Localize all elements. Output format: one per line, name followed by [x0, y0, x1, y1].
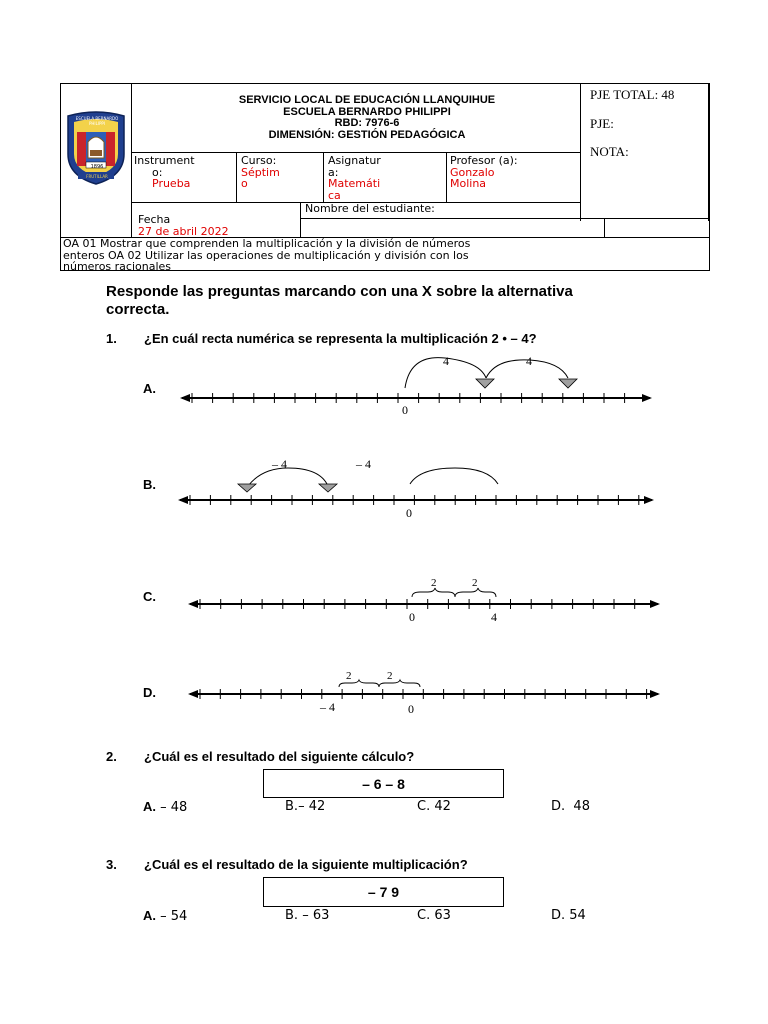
arrow-head [559, 379, 577, 388]
option-value: 42 [430, 799, 451, 814]
divider [604, 218, 605, 237]
axis-arrow-right [650, 600, 660, 608]
jump-arc [410, 468, 498, 484]
number-line-c [180, 570, 670, 630]
divider [300, 218, 709, 219]
q3-option-d[interactable] [551, 908, 586, 923]
org-line: ESCUELA BERNARDO PHILIPPI [283, 105, 451, 118]
curso-value: Séptim [241, 165, 280, 179]
q2-option-a[interactable] [143, 799, 187, 815]
pje-total: PJE TOTAL: 48 [590, 87, 675, 102]
asignatura-cell [328, 155, 444, 201]
zero-label: 0 [408, 702, 414, 716]
pje-label: PJE: [590, 116, 614, 131]
jump-label: 4 [526, 354, 532, 368]
asignatura-value: Matemáti [328, 177, 381, 190]
option-letter: B. [285, 908, 299, 923]
objective-line: enteros OA 02 Utilizar las operaciones de multiplicación y división con los [63, 248, 469, 262]
q3-option-c[interactable] [417, 908, 451, 923]
zero-label: 0 [406, 506, 412, 520]
q2-expression-box [263, 769, 504, 798]
option-value: – 63 [298, 908, 330, 923]
jump-arc [248, 468, 328, 486]
jump-arc-guide [247, 468, 330, 486]
axis-arrow-left [188, 690, 198, 698]
number-line-b [170, 450, 660, 525]
number-line-ticks [188, 599, 660, 609]
option-letter: A. [143, 799, 156, 814]
objective-line: números racionales [63, 260, 172, 273]
asignatura-label: a: [328, 165, 339, 179]
axis-arrow-left [178, 496, 188, 504]
instructions-line: correcta. [106, 301, 170, 318]
q3-option-b[interactable] [285, 908, 329, 923]
brace [455, 588, 496, 597]
axis-arrow-right [644, 496, 654, 504]
brace [412, 588, 455, 597]
option-letter: A. [143, 908, 156, 923]
divider [236, 152, 237, 202]
q2-option-b[interactable] [285, 799, 325, 814]
q1-option-b-letter[interactable]: B. [143, 477, 156, 492]
brace [379, 680, 420, 687]
q1-number: 1. [106, 331, 117, 346]
end-label: 4 [491, 610, 497, 624]
brace-label: 2 [387, 670, 393, 682]
asignatura-value: ca [328, 188, 341, 202]
fecha-label: Fecha [138, 213, 171, 226]
curso-label: Curso: [241, 154, 277, 167]
number-line-ticks [188, 689, 660, 699]
q1-text: ¿En cuál recta numérica se representa la multiplicación 2 • – 4? [144, 331, 537, 346]
axis-arrow-right [650, 690, 660, 698]
profesor-value: Gonzalo [450, 165, 495, 179]
option-value: 63 [430, 908, 451, 923]
q2-text: ¿Cuál es el resultado del siguiente cálculo? [144, 749, 415, 764]
q2-number: 2. [106, 749, 117, 764]
jump-label: – 4 [356, 457, 371, 471]
divider [323, 152, 324, 202]
option-letter: B. [285, 799, 299, 814]
org-line: SERVICIO LOCAL DE EDUCACIÓN LLANQUIHUE [238, 94, 496, 106]
instrumento-cell [134, 155, 234, 190]
fecha-cell [138, 214, 298, 237]
arrow-head [319, 484, 337, 492]
divider [708, 83, 709, 221]
number-line-ticks [178, 495, 654, 505]
q3-text: ¿Cuál es el resultado de la siguiente multiplicación? [144, 857, 468, 872]
profesor-value: Molina [450, 177, 487, 190]
q3-expression-box [263, 877, 504, 907]
objective-line: OA 01 Mostrar que comprenden la multiplicación y la división de números [63, 237, 471, 250]
q3-number: 3. [106, 857, 117, 872]
q1-option-d-letter[interactable]: D. [143, 685, 156, 700]
profesor-label: Profesor (a): [450, 154, 518, 167]
option-value: – 54 [156, 909, 188, 924]
number-line-d [180, 666, 670, 726]
profesor-cell [450, 155, 578, 190]
axis-arrow-left [180, 394, 190, 402]
axis-arrow-right [642, 394, 652, 402]
fecha-value: 27 de abril 2022 [138, 224, 229, 238]
option-letter: C. [417, 908, 431, 923]
q2-option-d[interactable] [551, 799, 590, 814]
instrumento-label: o: [152, 165, 163, 179]
instructions-line: Responde las preguntas marcando con una X sobre la alternativa [106, 283, 573, 300]
jump-label: – 4 [272, 457, 287, 471]
nombre-field[interactable] [302, 220, 602, 236]
option-value: 48 [565, 799, 590, 814]
option-value: – 42 [298, 799, 326, 814]
option-value: – 48 [156, 800, 188, 815]
divider [446, 152, 447, 202]
zero-label: 0 [409, 610, 415, 624]
option-letter: C. [417, 799, 431, 814]
org-heading [131, 95, 603, 141]
q1-option-a-letter[interactable]: A. [143, 381, 156, 396]
number-line-ticks [180, 393, 652, 403]
curso-value: o [241, 177, 248, 190]
jump-label: 4 [443, 354, 449, 368]
brace [339, 680, 379, 687]
q3-option-a[interactable] [143, 908, 187, 924]
logo-text-top: ESCUELA BERNARDO PHILIPPI [75, 116, 119, 126]
option-letter: D. [551, 908, 566, 923]
brace-label: 2 [346, 670, 352, 682]
org-line: RBD: 7976-6 [334, 117, 400, 129]
instrumento-label: Instrument [134, 154, 195, 167]
zero-label: 0 [402, 403, 408, 417]
curso-cell [241, 155, 321, 190]
instructions [106, 283, 573, 319]
logo-year: 1896 [90, 164, 104, 170]
divider [300, 202, 301, 237]
arrow-head [238, 484, 256, 492]
q1-option-c-letter[interactable]: C. [143, 589, 156, 604]
q3-expression: – 7 9 [367, 884, 400, 900]
option-value: 54 [565, 908, 586, 923]
objectives [63, 238, 703, 273]
instrumento-value: Prueba [152, 177, 191, 190]
number-line-a [170, 350, 660, 420]
arrow-head [476, 379, 494, 388]
asignatura-label: Asignatur [328, 154, 381, 167]
q2-option-c[interactable] [417, 799, 451, 814]
nombre-label: Nombre del estudiante: [305, 202, 435, 215]
brace-label: 2 [431, 577, 437, 589]
option-letter: D. [551, 799, 566, 814]
divider [131, 152, 580, 153]
q2-expression: – 6 – 8 [362, 776, 405, 792]
org-line: DIMENSIÓN: GESTIÓN PEDAGÓGICA [268, 128, 466, 141]
brace-label: 2 [472, 577, 478, 589]
start-label: – 4 [320, 700, 335, 714]
axis-arrow-left [188, 600, 198, 608]
logo-text-bottom: FRUTILLAR [86, 174, 108, 179]
nota-label: NOTA: [590, 144, 629, 159]
